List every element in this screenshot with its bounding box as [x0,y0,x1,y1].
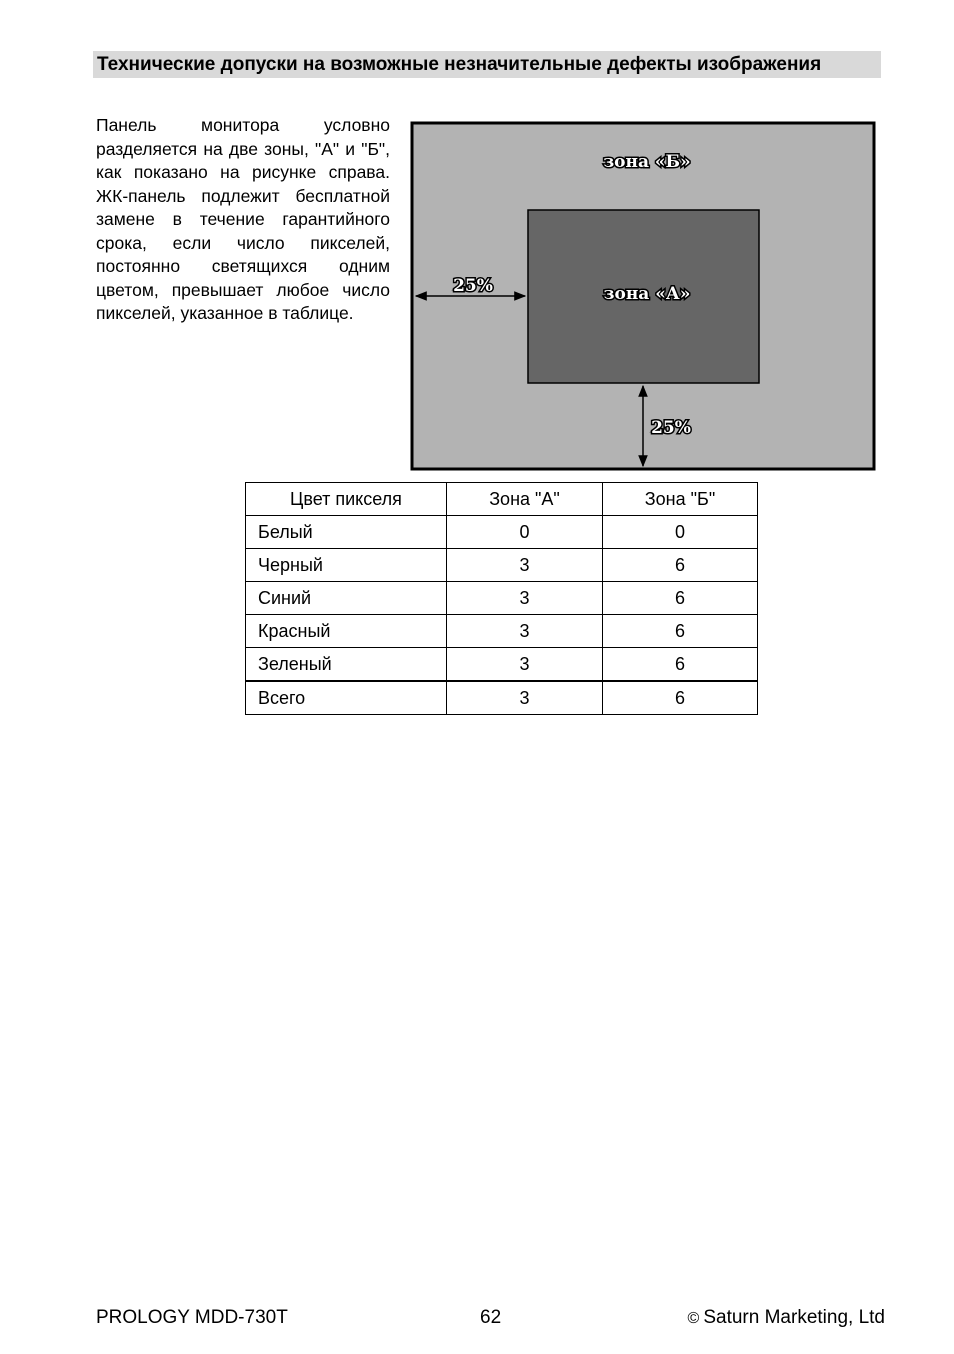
row-zone-b-value: 6 [603,582,758,615]
zone-b-label: зона «Б» [603,152,691,172]
header-zone-a: Зона "А" [447,483,603,516]
table-row [246,516,758,549]
row-zone-a-value: 0 [447,516,603,549]
table-header-row [246,483,758,516]
section-heading: Технические допуски на возможные незначительные дефекты изображения [93,51,881,78]
row-zone-b-value: 6 [603,615,758,648]
row-zone-a-value: 3 [447,681,603,715]
side-margin-label: 25% [453,276,493,296]
bottom-margin-label: 25% [651,418,691,438]
header-pixel-color: Цвет пикселя [246,483,447,516]
row-zone-a-value: 3 [447,648,603,682]
table-row [246,549,758,582]
zone-a-label: зона «А» [603,284,691,304]
footer-product: PROLOGY MDD-730T [96,1307,288,1328]
table-row [246,615,758,648]
table-row [246,582,758,615]
row-zone-b-value: 6 [603,681,758,715]
copyright-icon: © [687,1310,700,1327]
row-color: Зеленый [246,648,447,682]
page-number: 62 [480,1307,502,1328]
row-zone-b-value: 0 [603,516,758,549]
row-zone-a-value: 3 [447,549,603,582]
footer-copyright [688,1306,885,1331]
table-row-total [246,681,758,715]
row-color: Белый [246,516,447,549]
row-color: Красный [246,615,447,648]
row-color: Всего [246,681,447,715]
table-row [246,648,758,682]
header-zone-b: Зона "Б" [603,483,758,516]
row-color: Черный [246,549,447,582]
row-zone-a-value: 3 [447,582,603,615]
row-color: Синий [246,582,447,615]
row-zone-a-value: 3 [447,615,603,648]
row-zone-b-value: 6 [603,549,758,582]
intro-paragraph: Панель монитора условно разделяется на две зоны, "А" и "Б", как показано на рисунке справа. ЖК-панель подлежит бесплатной замене в течение гарантийного срока, если число пикселей, постоянно светящихся одним цветом, превышает любое число пикселей, указанное в таблице. [96,115,390,323]
zone-diagram [410,121,876,471]
defect-table [245,482,758,715]
footer-company: Saturn Marketing, Ltd [703,1307,885,1328]
row-zone-b-value: 6 [603,648,758,682]
